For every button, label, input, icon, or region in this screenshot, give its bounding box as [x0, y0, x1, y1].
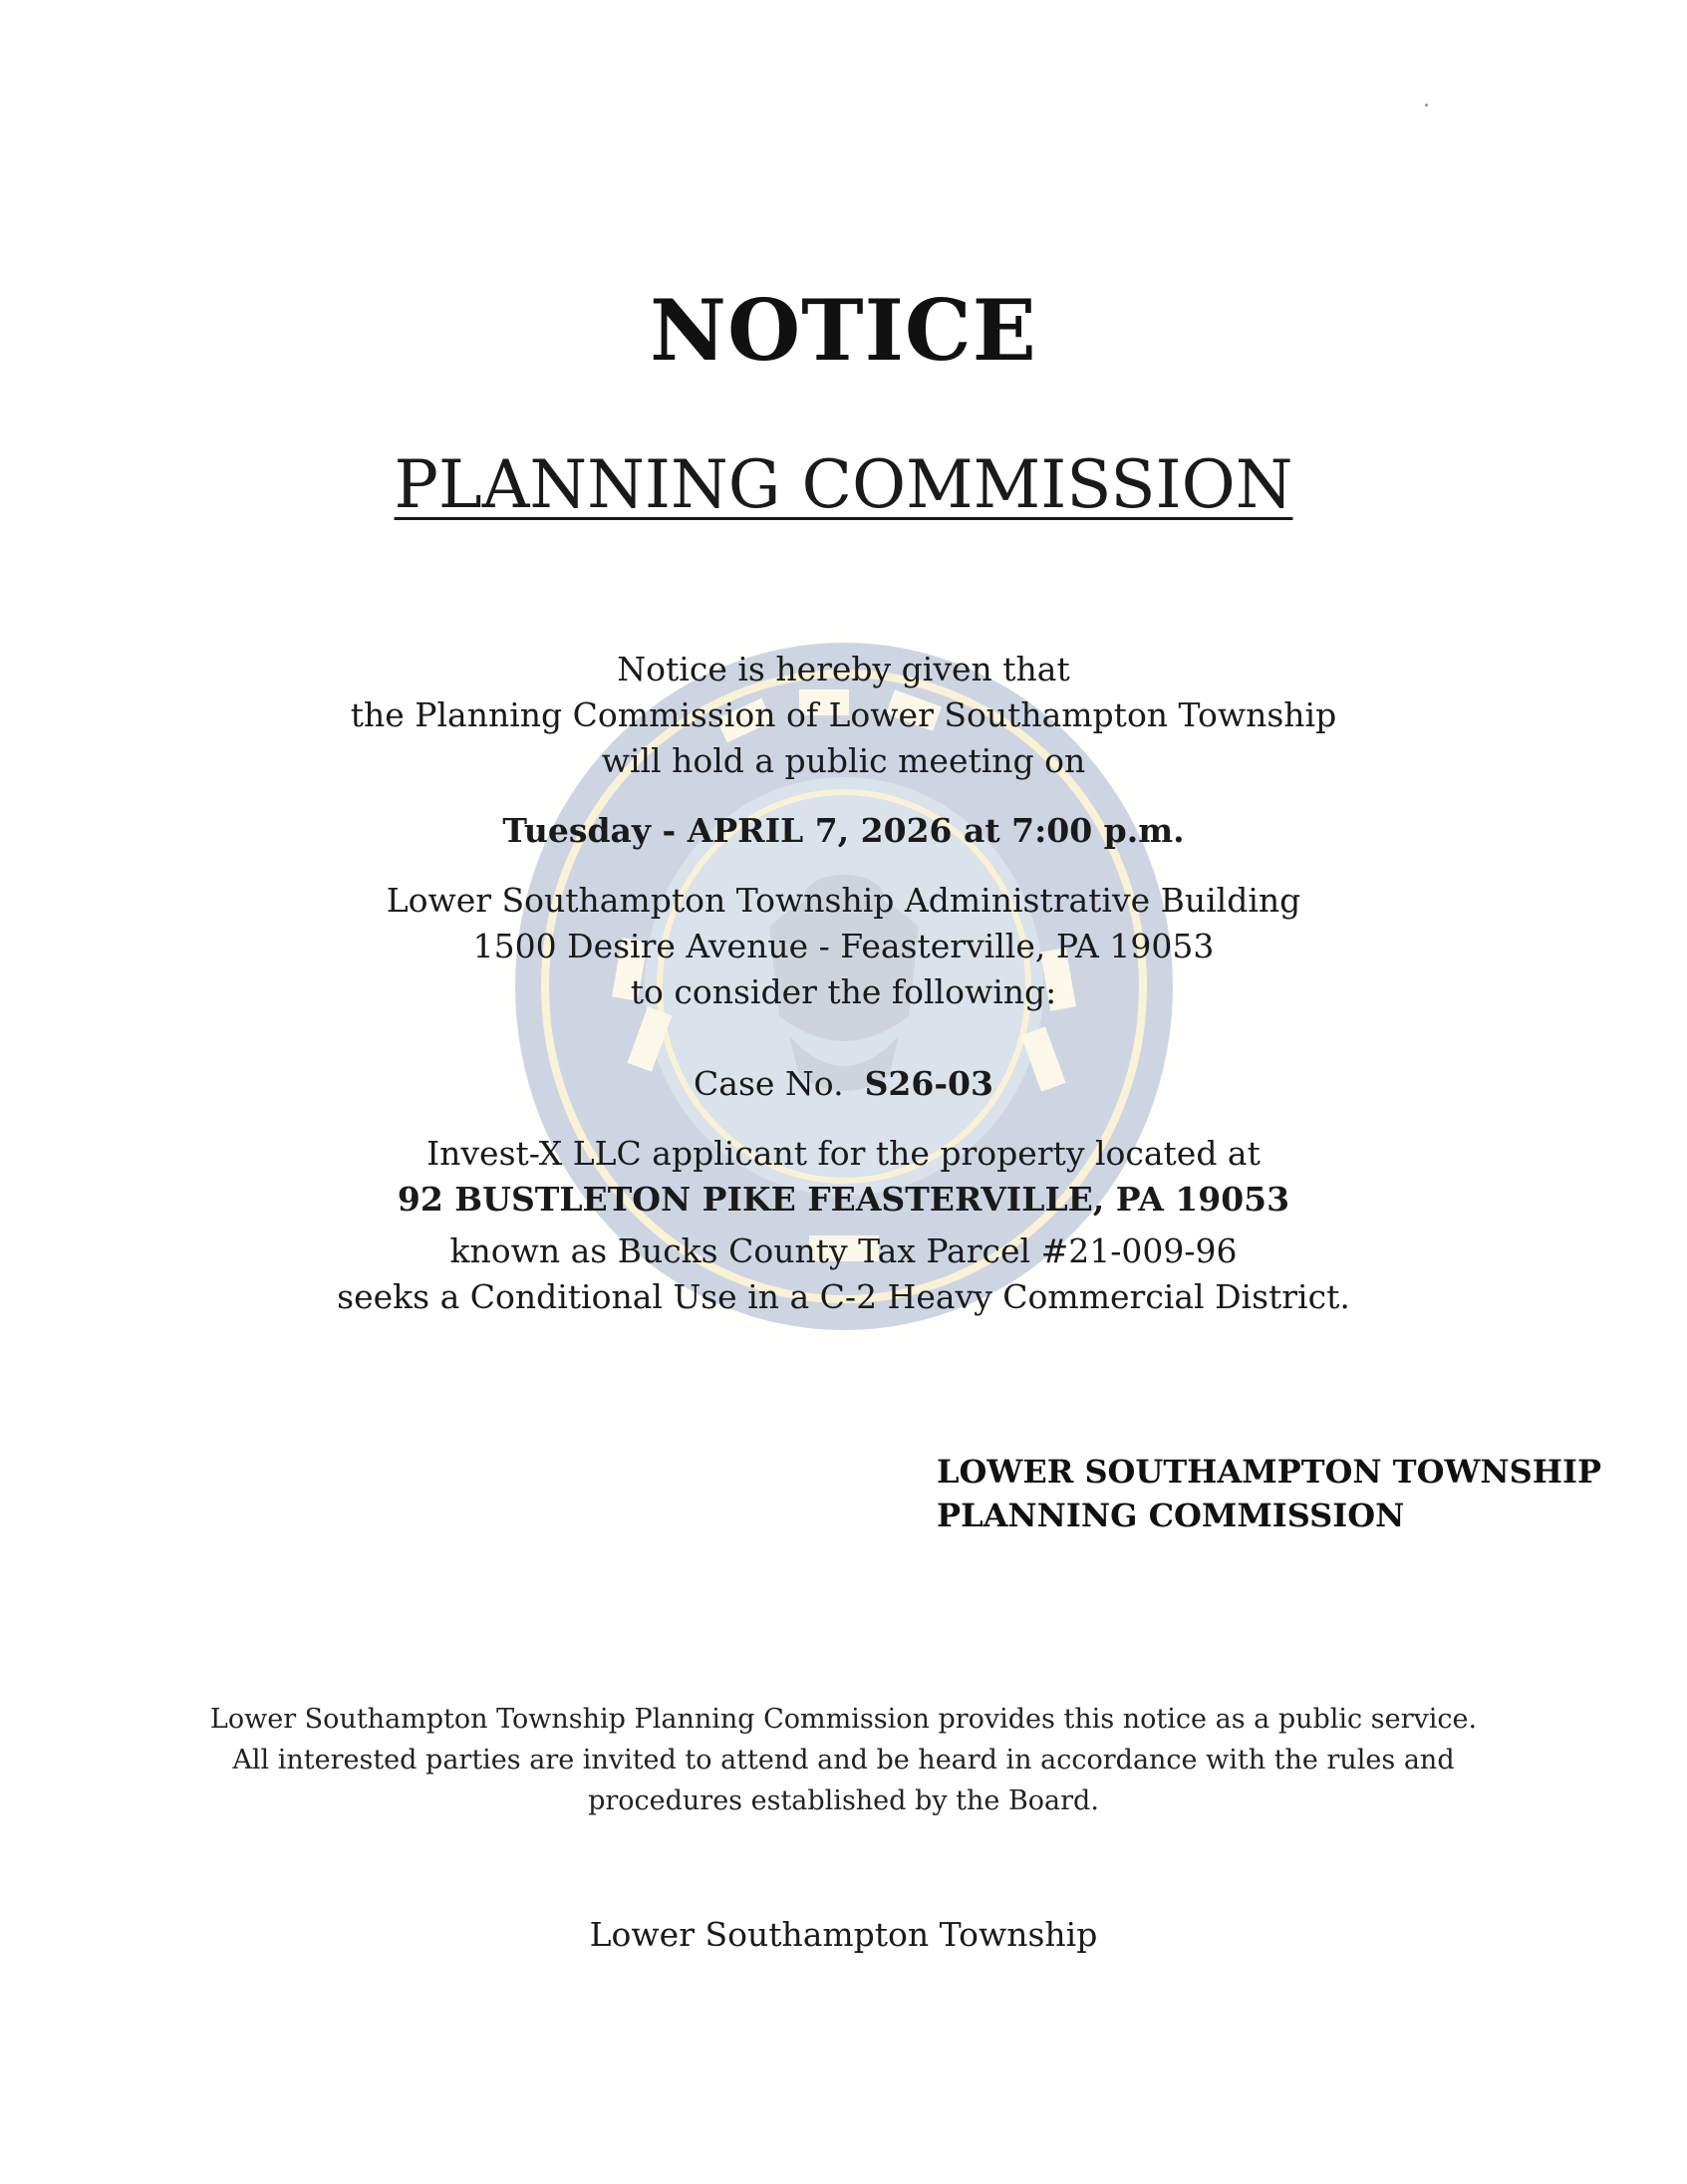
- meeting-datetime: Tuesday - APRIL 7, 2026 at 7:00 p.m.: [502, 811, 1185, 850]
- request-line: seeks a Conditional Use in a C-2 Heavy Commercial District.: [337, 1277, 1350, 1316]
- notice-subtitle: [0, 446, 1687, 523]
- signature-line-1: LOWER SOUTHAMPTON TOWNSHIP: [937, 1453, 1602, 1491]
- location-line-1: Lower Southampton Township Administrative Building: [386, 881, 1301, 920]
- case-line: [0, 1064, 1687, 1103]
- intro-line-3: will hold a public meeting on: [601, 741, 1086, 780]
- intro-line-1: Notice is hereby given that: [617, 650, 1070, 688]
- location-line-3: to consider the following:: [630, 972, 1057, 1011]
- footer-line-3: procedures established by the Board.: [588, 1785, 1099, 1816]
- case-label: Case No.: [694, 1064, 844, 1103]
- scan-speck: [1425, 104, 1428, 107]
- closing-township: Lower Southampton Township: [589, 1915, 1098, 1954]
- applicant-line: Invest-X LLC applicant for the property located at: [426, 1134, 1261, 1173]
- subtitle-text: PLANNING COMMISSION: [394, 446, 1293, 523]
- location-line-2: 1500 Desire Avenue - Feasterville, PA 19053: [472, 927, 1215, 965]
- footer-line-2: All interested parties are invited to attend and be heard in accordance with the rules and: [232, 1745, 1455, 1775]
- case-number: S26-03: [864, 1064, 993, 1103]
- signature-line-2: PLANNING COMMISSION: [937, 1497, 1405, 1534]
- footer-line-1: Lower Southampton Township Planning Commission provides this notice as a public service.: [209, 1704, 1478, 1735]
- intro-line-2: the Planning Commission of Lower Southampton Township: [350, 695, 1337, 734]
- property-address: 92 BUSTLETON PIKE FEASTERVILLE, PA 19053: [397, 1180, 1290, 1219]
- parcel-line: known as Bucks County Tax Parcel #21-009-96: [449, 1231, 1238, 1270]
- notice-title: NOTICE: [650, 281, 1037, 380]
